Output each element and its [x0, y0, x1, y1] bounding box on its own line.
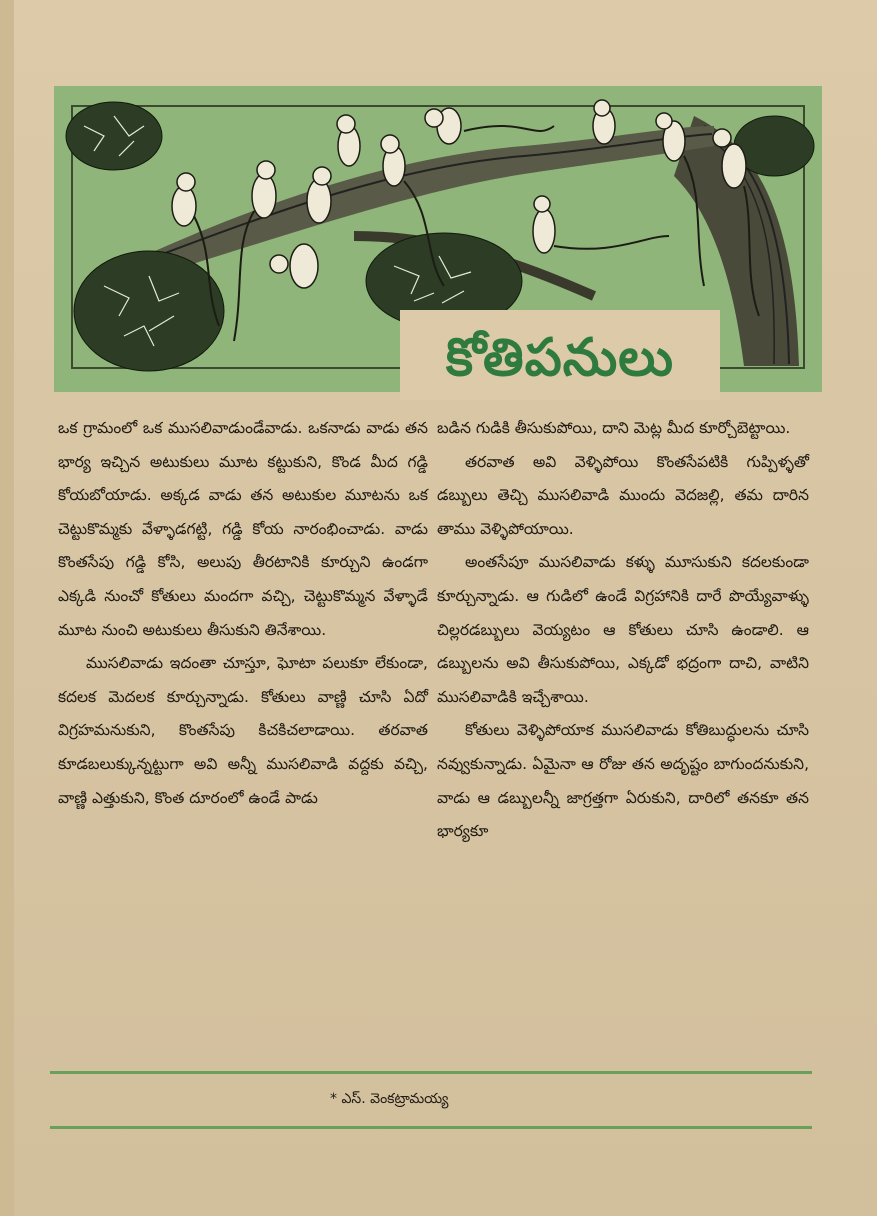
paragraph: అంతసేపూ ముసలివాడు కళ్ళు మూసుకుని కదలకుండా కూర్చున్నాడు. ఆ గుడిలో ఉండే విగ్రహానికి దారే పొయ్యేవాళ్ళు చిల్లరడబ్బులు వెయ్యటం ఆ కోతులు చూసి ఉండాలి. ఆ డబ్బులను అవి తీసుకుపోయి, ఎక్కడో భద్రంగా దాచి, వాటిని ముసలివాడికి ఇచ్చేశాయి. [437, 553, 809, 706]
page-edge [0, 0, 14, 1216]
text-column-left [58, 412, 428, 815]
paragraph: ముసలివాడు ఇదంతా చూస్తూ, ఘోటా పలుకూ లేకుండా, కదలక మెదలక కూర్చున్నాడు. కోతులు వాణ్ణి చూసి ఏదో విగ్రహమనుకుని, కొంతసేపు కిచకిచలాడాయి. తరవాత కూడబలుక్కున్నట్టుగా అవి అన్నీ ముసలివాడి వద్దకు వచ్చి, వాణ్ణి ఎత్తుకుని, కొంత దూరంలో ఉండే పాడు [58, 654, 428, 807]
paragraph: తరవాత అవి వెళ్ళిపోయి కొంతసేపటికి గుప్పిళ్ళతో డబ్బులు తెచ్చి ముసలివాడి ముందు వెదజల్లి, తమ దారిన తాము వెళ్ళిపోయాయి. [437, 452, 809, 538]
divider-rule [50, 1071, 812, 1074]
paragraph: బడిన గుడికి తీసుకుపోయి, దాని మెట్ల మీద కూర్చోబెట్టాయి. [437, 419, 791, 437]
paragraph: ఒక గ్రామంలో ఒక ముసలివాడుండేవాడు. ఒకనాడు వాడు తన భార్య ఇచ్చిన అటుకులు మూట కట్టుకుని, కొండ మీద గడ్డి కోయబోయాడు. అక్కడ వాడు తన అటుకుల మూటను ఒక చెట్టుకొమ్మకు వేళ్ళాడగట్టి, గడ్డి కోయ నారంభించాడు. వాడు కొంతసేపు గడ్డి కోసి, అలుపు తీరటానికి కూర్చుని ఉండగా ఎక్కడి నుంచో కోతులు మందగా వచ్చి, చెట్టుకొమ్మన వేళ్ళాడే మూట నుంచి అటుకులు తీసుకుని తినేశాయి. [58, 419, 428, 639]
text-column-right [437, 412, 809, 849]
divider-rule [50, 1126, 812, 1129]
paragraph: కోతులు వెళ్ళిపోయాక ముసలివాడు కోతిబుద్ధులను చూసి నవ్వుకున్నాడు. ఏమైనా ఆ రోజు తన అదృష్టం బాగుందనుకుని, వాడు ఆ డబ్బులన్నీ జాగ్రత్తగా ఏరుకుని, దారిలో తనకూ తన భార్యకూ [437, 721, 809, 841]
story-title: కోతిపనులు [445, 328, 675, 388]
author-byline: * ఎస్. వెంకట్రామయ్య [330, 1091, 449, 1107]
